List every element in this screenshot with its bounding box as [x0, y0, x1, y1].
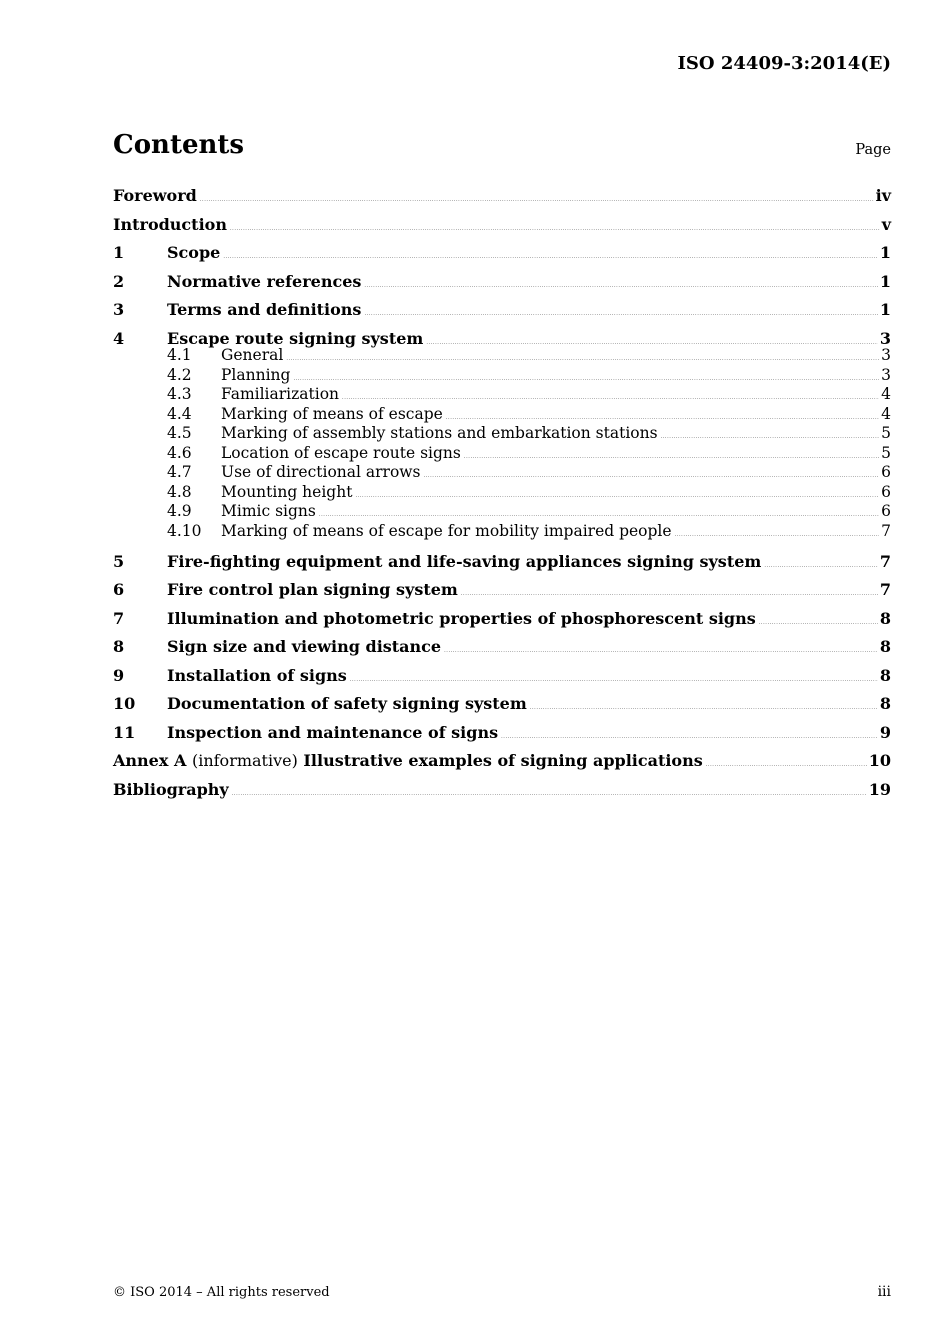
- toc-entry-title: Planning: [221, 365, 291, 384]
- toc-entry-title: Mounting height: [221, 482, 353, 501]
- toc-entry-inspection[interactable]: [113, 721, 891, 750]
- toc-entry-page: 6: [881, 463, 891, 481]
- dot-leader: [444, 639, 878, 663]
- toc-entry-title: Mimic signs: [221, 502, 316, 520]
- toc-entry-number: 4.7: [167, 463, 192, 481]
- toc-entry-page: 5: [881, 443, 891, 462]
- toc-entry-page: 1: [879, 271, 891, 291]
- dot-leader: [293, 370, 879, 390]
- toc-entry-page: 8: [879, 665, 891, 685]
- toc-entry-annex-a[interactable]: [113, 749, 891, 778]
- toc-entry-title: Marking of means of escape: [221, 404, 443, 423]
- annex-qualifier: (informative): [191, 751, 298, 770]
- annex-label: Annex A: [113, 751, 187, 770]
- toc-entry-page: 4: [881, 404, 891, 423]
- toc-entry-title: Installation of signs: [167, 665, 347, 685]
- toc-entry-page: 1: [879, 300, 891, 319]
- toc-entry-page: 4: [881, 385, 891, 403]
- toc-entry-page: 19: [868, 779, 891, 799]
- toc-entry-title: Terms and definitions: [167, 300, 362, 319]
- toc-entry-sign-size[interactable]: [113, 635, 891, 664]
- toc-entry-illumination[interactable]: [113, 607, 891, 636]
- toc-entry-number: 3: [113, 300, 125, 319]
- toc-entry-page: 3: [879, 328, 891, 348]
- dot-leader: [530, 696, 878, 720]
- toc-entry-title: Familiarization: [221, 385, 340, 403]
- dot-leader: [350, 668, 878, 692]
- toc-entry-fire-fighting[interactable]: [113, 550, 891, 579]
- dot-leader: [355, 487, 879, 507]
- toc-entry-page: 3: [881, 365, 891, 384]
- toc-entry-page: v: [881, 214, 891, 234]
- toc-entry-title: Use of directional arrows: [221, 463, 421, 481]
- toc-entry-terms-definitions[interactable]: [113, 298, 891, 327]
- toc-entry-page: 8: [879, 608, 891, 628]
- toc-entry-introduction[interactable]: [113, 213, 891, 242]
- toc-entry-number: 7: [113, 608, 125, 628]
- document-id: ISO 24409-3:2014(E): [677, 53, 891, 74]
- toc-entry-number: 8: [113, 637, 125, 656]
- toc-entry-title: Location of escape route signs: [221, 443, 461, 462]
- toc-entry-number: 2: [113, 271, 125, 291]
- toc-entry-title: Marking of assembly stations and embarkation stations: [221, 424, 658, 442]
- toc-entry-page: 7: [879, 551, 891, 571]
- toc-entry-title: Documentation of safety signing system: [167, 694, 527, 713]
- toc-entry-number: 4.9: [167, 502, 192, 520]
- toc-entry-title: Illumination and photometric properties of phosphorescent signs: [167, 608, 756, 628]
- toc-entry-foreword[interactable]: [113, 184, 891, 213]
- dot-leader: [364, 302, 877, 326]
- toc-entry-scope[interactable]: [113, 241, 891, 270]
- dot-leader: [706, 753, 867, 777]
- toc-entry-page: 9: [879, 722, 891, 742]
- dot-leader: [223, 245, 878, 269]
- toc-entry-title: Foreword: [113, 186, 197, 205]
- dot-leader: [200, 188, 874, 212]
- toc-entry-number: 4.2: [167, 365, 192, 384]
- toc-entry-page: 8: [879, 694, 891, 713]
- toc-subentry-4-10[interactable]: [113, 522, 891, 550]
- toc-entry-title: Bibliography: [113, 779, 229, 799]
- toc-entry-page: 6: [881, 502, 891, 520]
- toc-entry-number: 5: [113, 551, 125, 571]
- toc-entry-fire-control-plan[interactable]: [113, 578, 891, 607]
- dot-leader: [286, 350, 879, 370]
- toc-entry-number: 4.8: [167, 482, 192, 501]
- dot-leader: [230, 217, 880, 241]
- toc-entry-title: Fire control plan signing system: [167, 580, 458, 599]
- dot-leader: [764, 554, 878, 578]
- toc-entry-number: 10: [113, 694, 136, 713]
- dot-leader: [675, 526, 880, 546]
- toc-entry-number: 4.1: [167, 346, 192, 364]
- toc-entry-title: Sign size and viewing distance: [167, 637, 442, 656]
- dot-leader: [424, 467, 880, 487]
- toc-entry-page: 8: [879, 637, 891, 656]
- dot-leader: [364, 274, 877, 298]
- copyright-notice: © ISO 2014 – All rights reserved: [113, 1285, 330, 1300]
- toc-entry-number: 4.5: [167, 424, 192, 442]
- dot-leader: [232, 782, 867, 806]
- toc-entry-installation[interactable]: [113, 664, 891, 693]
- toc-entry-number: 9: [113, 665, 125, 685]
- toc-entry-page: 10: [868, 751, 891, 770]
- toc-entry-page: iv: [875, 186, 891, 205]
- toc-entry-title: [113, 749, 703, 773]
- toc-entry-number: 1: [113, 243, 125, 262]
- annex-subtitle: Illustrative examples of signing applications: [303, 751, 703, 770]
- toc-entry-number: 4.4: [167, 404, 192, 423]
- toc-entry-title: Marking of means of escape for mobility impaired people: [221, 521, 672, 540]
- table-of-contents: [113, 184, 891, 806]
- toc-entry-page: 7: [881, 521, 891, 540]
- toc-entry-page: 3: [881, 346, 891, 364]
- dot-leader: [759, 611, 878, 635]
- toc-entry-title: Fire-fighting equipment and life-saving appliances signing system: [167, 551, 762, 571]
- toc-entry-number: 4.3: [167, 385, 192, 403]
- toc-entry-title: Inspection and maintenance of signs: [167, 722, 499, 742]
- page-number: iii: [877, 1284, 891, 1300]
- toc-entry-number: 4.6: [167, 443, 192, 462]
- toc-entry-number: 11: [113, 722, 136, 742]
- toc-entry-page: 5: [881, 424, 891, 442]
- toc-entry-number: 6: [113, 580, 125, 599]
- toc-entry-title: General: [221, 346, 284, 364]
- toc-entry-title: Normative references: [167, 271, 362, 291]
- dot-leader: [461, 582, 878, 606]
- toc-entry-normative-references[interactable]: [113, 270, 891, 299]
- toc-entry-page: 7: [879, 580, 891, 599]
- toc-entry-documentation[interactable]: [113, 692, 891, 721]
- toc-entry-number: 4.10: [167, 521, 202, 540]
- toc-entry-title: Introduction: [113, 214, 227, 234]
- toc-entry-title: Escape route signing system: [167, 328, 424, 348]
- toc-entry-title: Scope: [167, 243, 221, 262]
- toc-entry-number: 4: [113, 328, 125, 348]
- page-column-label: Page: [855, 142, 891, 158]
- dot-leader: [464, 448, 879, 468]
- dot-leader: [501, 725, 878, 749]
- toc-entry-page: 6: [881, 482, 891, 501]
- toc-entry-bibliography[interactable]: [113, 778, 891, 807]
- contents-heading: Contents: [113, 130, 245, 160]
- toc-entry-page: 1: [879, 243, 891, 262]
- dot-leader: [661, 428, 880, 448]
